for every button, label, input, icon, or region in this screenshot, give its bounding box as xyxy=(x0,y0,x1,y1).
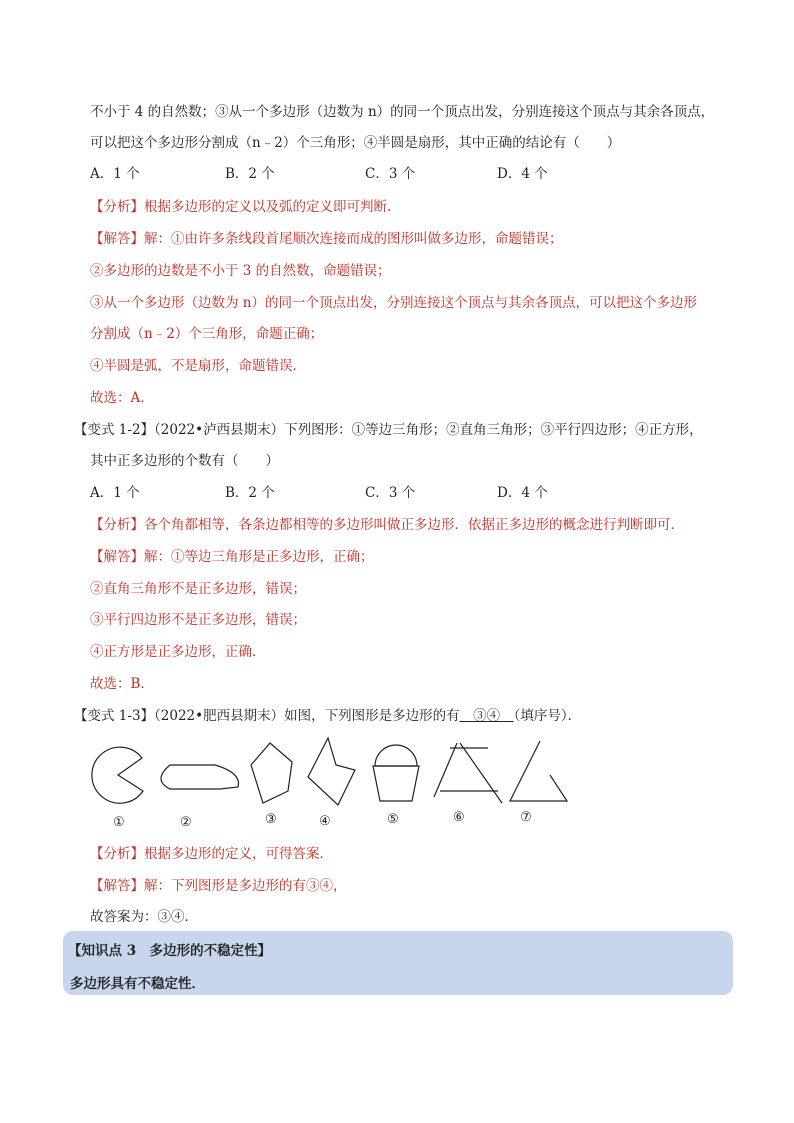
solution-line: ②直角三角形不是正多边形，错误； xyxy=(90,581,306,597)
option-c: C．3 个 xyxy=(365,485,416,501)
analysis: 【分析】根据多边形的定义，可得答案． xyxy=(90,846,333,862)
option-a: A．1 个 xyxy=(90,485,140,501)
solution-line: ②多边形的边数是不小于 3 的自然数，命题错误； xyxy=(90,263,391,279)
figure-label: ② xyxy=(180,815,192,830)
analysis: 【分析】各个角都相等，各条边都相等的多边形叫做正多边形．依据正多边形的概念进行判断即可． xyxy=(90,517,684,533)
option-d: D．4 个 xyxy=(497,485,548,501)
question-title-text: 【变式 1-3】（2022•肥西县期末）如图，下列图形是多边形的有 xyxy=(74,708,460,724)
solution-line: ④半圆是弧，不是扇形，命题错误． xyxy=(90,358,306,374)
figure-label: ⑥ xyxy=(453,810,465,825)
figure-label: ⑦ xyxy=(520,810,532,825)
question-title xyxy=(74,707,581,725)
conclusion: 故选：B． xyxy=(90,676,154,692)
option-b: B．2 个 xyxy=(225,485,275,501)
solution-line: ④正方形是正多边形，正确． xyxy=(90,644,266,660)
question-text-line: 不小于 4 的自然数；③从一个多边形（边数为 n）的同一个顶点出发，分别连接这个顶点与其余各顶点， xyxy=(90,104,715,120)
figure-4-shape xyxy=(308,738,355,805)
figure-5-shape xyxy=(373,766,419,801)
question-title: 【变式 1-2】（2022•泸西县期末）下列图形：①等边三角形；②直角三角形；③平行四边形；④正方形， xyxy=(74,422,703,438)
figure-1-shape xyxy=(92,747,143,803)
figure-3-shape xyxy=(251,743,292,803)
figure-label: ③ xyxy=(265,812,277,827)
option-b: B．2 个 xyxy=(225,166,275,182)
conclusion: 故答案为：③④． xyxy=(90,909,198,925)
question-title-suffix: （填序号）． xyxy=(513,708,582,724)
figure-label: ⑤ xyxy=(387,812,399,827)
conclusion: 故选：A． xyxy=(90,390,154,406)
figure-6-line xyxy=(434,743,457,797)
option-c: C．3 个 xyxy=(365,166,416,182)
solution-line: 【解答】解：①由许多条线段首尾顺次连接而成的图形叫做多边形，命题错误； xyxy=(90,231,563,247)
figure-label: ① xyxy=(113,815,125,830)
question-title: 其中正多边形的个数有（ ） xyxy=(90,453,279,469)
figure-label: ④ xyxy=(319,814,331,829)
figure-6-line xyxy=(460,743,502,803)
analysis: 【分析】根据多边形的定义以及弧的定义即可判断． xyxy=(90,199,401,215)
figure-2-shape xyxy=(161,765,239,789)
knowledge-point-title: 【知识点 3 多边形的不稳定性】 xyxy=(68,943,272,959)
figure-7-shape xyxy=(510,741,567,801)
figure-5-shape xyxy=(375,745,417,766)
solution-line: 【解答】解：下列图形是多边形的有③④， xyxy=(90,878,347,894)
solution-line: 分割成（n﹣2）个三角形，命题正确； xyxy=(90,326,324,342)
answer-blank: ③④ xyxy=(459,708,514,724)
solution-line: 【解答】解：①等边三角形是正多边形，正确； xyxy=(90,549,374,565)
option-d: D．4 个 xyxy=(497,166,548,182)
question-text-line: 可以把这个多边形分割成（n﹣2）个三角形；④半圆是扇形，其中正确的结论有（ ） xyxy=(90,135,621,151)
knowledge-point-body: 多边形具有不稳定性． xyxy=(70,976,205,992)
solution-line: ③从一个多边形（边数为 n）的同一个顶点出发，分别连接这个顶点与其余各顶点，可以把这个多边形 xyxy=(90,295,697,311)
option-a: A．1 个 xyxy=(90,166,140,182)
solution-line: ③平行四边形不是正多边形，错误； xyxy=(90,612,306,628)
